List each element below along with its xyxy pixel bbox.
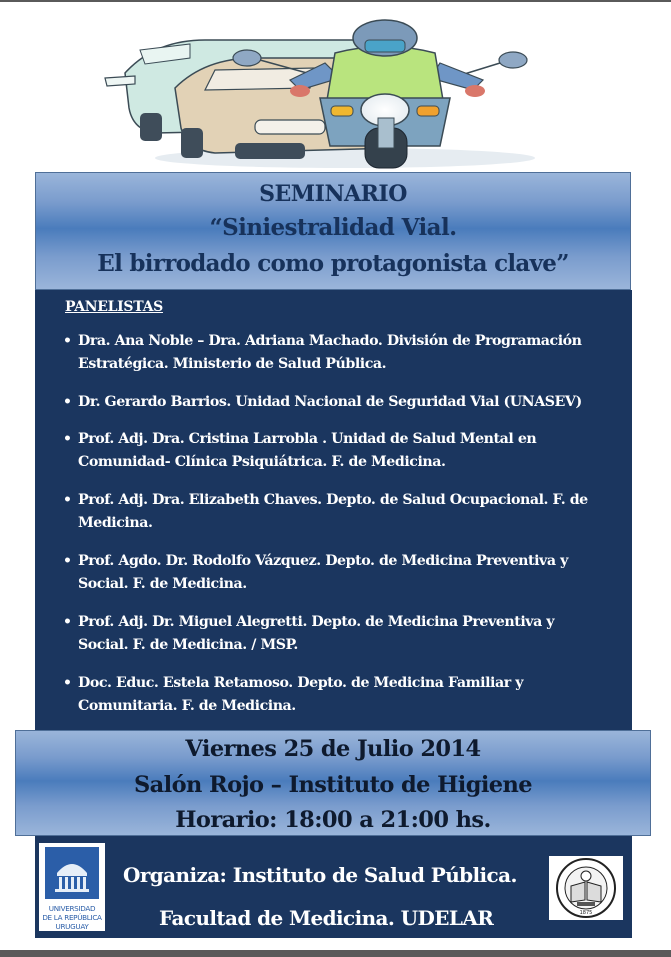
seminar-label: SEMINARIO — [259, 181, 407, 207]
faculty-of-medicine-seal — [549, 856, 623, 920]
bullet-icon: • — [63, 553, 72, 569]
bullet-icon: • — [63, 394, 72, 410]
bullet-icon: • — [63, 614, 72, 630]
panelist-item: • Prof. Adj. Dr. Miguel Alegretti. Depto. de Medicina Preventiva y Social. F. de Medicina. / MSP. — [63, 611, 633, 657]
panelists-panel — [35, 290, 632, 730]
panelist-item: • Prof. Adj. Dra. Cristina Larrobla . Unidad de Salud Mental en Comunidad- Clínica Psiquiátrica. F. de Medicina. — [63, 428, 633, 474]
seminar-title-line2: El birrodado como protagonista clave” — [97, 250, 569, 277]
top-border — [0, 0, 671, 2]
motorcyclist-illustration — [95, 18, 565, 170]
organizer-footer — [35, 836, 632, 938]
svg-text:1875: 1875 — [579, 910, 593, 916]
bullet-icon: • — [63, 492, 72, 508]
panelist-item: • Prof. Adj. Dra. Elizabeth Chaves. Depto. de Salud Ocupacional. F. de Medicina. — [63, 489, 633, 535]
seminar-title-line1: “Siniestralidad Vial. — [209, 214, 457, 241]
panelists-heading: PANELISTAS — [65, 299, 163, 315]
bullet-icon: • — [63, 333, 72, 349]
bullet-icon: • — [63, 675, 72, 691]
panelist-item: • Dra. Ana Noble – Dra. Adriana Machado. División de Programación Estratégica. Ministerio de Salud Pública. — [63, 330, 633, 376]
bottom-border — [0, 950, 671, 957]
udelar-logo: UNIVERSIDAD DE LA REPÚBLICA URUGUAY — [39, 843, 105, 931]
panelist-item: • Doc. Educ. Estela Retamoso. Depto. de Medicina Familiar y Comunitaria. F. de Medicina. — [63, 672, 633, 718]
event-time: Horario: 18:00 a 21:00 hs. — [175, 807, 491, 833]
event-place: Salón Rojo – Instituto de Higiene — [134, 772, 532, 798]
university-building-icon — [39, 843, 105, 901]
medicine-seal-icon — [549, 856, 623, 920]
bullet-icon: • — [63, 431, 72, 447]
event-details-box — [15, 730, 651, 836]
seminar-title-box — [35, 172, 631, 290]
panelist-item: • Dr. Gerardo Barrios. Unidad Nacional de Seguridad Vial (UNASEV) — [63, 391, 633, 414]
event-date: Viernes 25 de Julio 2014 — [185, 736, 481, 762]
organizer-line1: Organiza: Instituto de Salud Pública. — [123, 863, 517, 887]
panelist-item: • Prof. Agdo. Dr. Rodolfo Vázquez. Depto. de Medicina Preventiva y Social. F. de Medicina. — [63, 550, 633, 596]
organizer-line2: Facultad de Medicina. UDELAR — [159, 906, 494, 930]
